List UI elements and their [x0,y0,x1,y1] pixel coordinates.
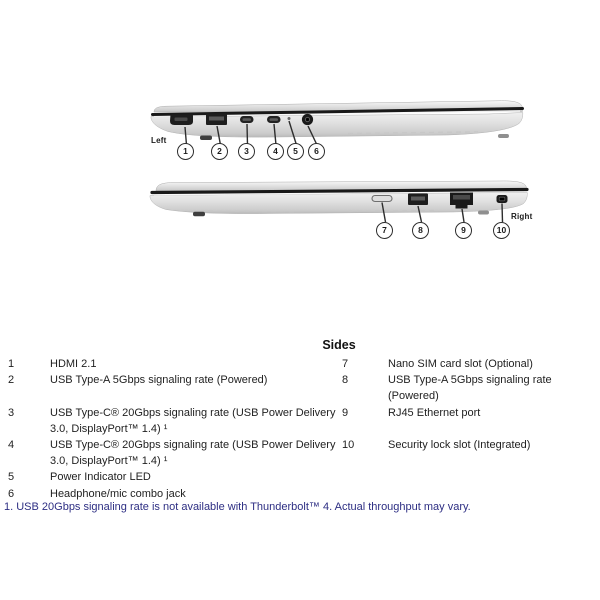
legend-num: 2 [8,374,15,387]
laptop-right-side-illustration [148,176,540,242]
legend-num [342,469,388,485]
left-side-label: Left [151,136,167,145]
callout-4-usb-c: 4 [267,143,284,160]
legend-num: 1 [8,358,15,370]
legend-title: Sides [322,338,356,352]
usb-a-port-inner [411,197,425,201]
power-indicator-led [288,117,291,120]
legend-desc [388,486,596,502]
legend-desc: Power Indicator LED [50,471,151,484]
legend-desc: Security lock slot (Integrated) [388,439,531,452]
legend-num: 7 [342,358,349,370]
callout-6-headphone: 6 [308,143,325,160]
usb-c-port-2-inner [270,118,279,121]
nano-sim-slot [372,196,392,202]
legend-desc: HDMI 2.1 [50,358,97,370]
legend-desc [388,469,596,485]
legend-num: 4 [8,439,15,452]
usb-c-port-1-inner [243,118,252,121]
hdmi-port-inner [175,118,188,122]
headphone-jack-inner [305,117,309,121]
legend-num: 9 [342,406,349,419]
legend-num: 10 [342,439,355,452]
callout-10-security-lock: 10 [493,222,510,239]
right-side-label: Right [511,212,533,221]
callout-8-usb-a: 8 [412,222,429,239]
rubber-foot [200,136,212,141]
callout-7-nano-sim: 7 [376,222,393,239]
legend-desc: USB Type-C® 20Gbps signaling rate (USB Power Delivery 3.0, DisplayPort™ 1.4) ¹ [50,439,336,468]
legend-num [342,486,388,502]
callout-5-power-led: 5 [287,143,304,160]
ports-legend-table [8,356,596,502]
legend-desc: Nano SIM card slot (Optional) [388,358,533,370]
callout-2-usb-a: 2 [211,143,228,160]
rubber-foot [193,212,205,217]
callout-3-usb-c: 3 [238,143,255,160]
footnote: 1. USB 20Gbps signaling rate is not available with Thunderbolt™ 4. Actual throughput may vary. [4,501,471,513]
legend-num: 8 [342,374,349,387]
legend-desc: USB Type-C® 20Gbps signaling rate (USB Power Delivery 3.0, DisplayPort™ 1.4) ¹ [50,406,336,435]
callout-9-rj45: 9 [455,222,472,239]
legend-num: 3 [8,406,15,419]
legend-desc: USB Type-A 5Gbps signaling rate (Powered) [50,374,268,387]
rubber-foot [478,211,489,215]
legend-desc: Headphone/mic combo jack [50,487,186,500]
legend-num: 5 [8,471,15,484]
rubber-foot [498,134,509,138]
rj45-port-inner [453,195,470,200]
usb-a-port-inner [209,117,224,121]
legend-desc: RJ45 Ethernet port [388,406,481,419]
legend-desc: USB Type-A 5Gbps signaling rate (Powered) [388,374,552,403]
legend-num: 6 [8,487,15,500]
rj45-port-tab [456,205,468,209]
callout-1-hdmi: 1 [177,143,194,160]
laptop-left-side-illustration [148,96,540,162]
security-lock-slot-inner [499,197,505,201]
